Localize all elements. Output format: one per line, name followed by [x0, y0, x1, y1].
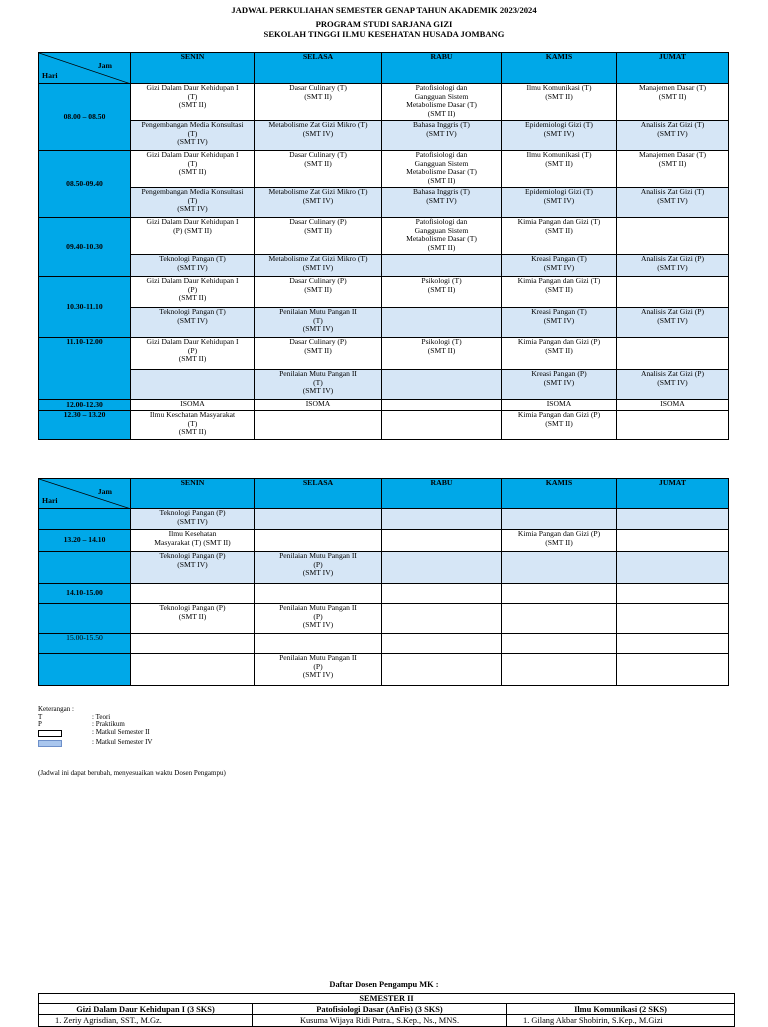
course-cell: Gizi Dalam Daur Kehidupan I (P) (SMT II): [131, 277, 255, 308]
course-name: Ilmu Komunikasi (2 SKS): [507, 1004, 735, 1015]
course-cell: Analisis Zat Gizi (P) (SMT IV): [617, 370, 729, 400]
course-cell: Metabolisme Zat Gizi Mikro (T) (SMT IV): [255, 121, 382, 151]
course-cell: Kimia Pangan dan Gizi (P) (SMT II): [502, 338, 617, 370]
day-header-rabu: RABU: [382, 53, 502, 84]
empty-cell: [502, 634, 617, 654]
legend: [38, 706, 152, 750]
table-row: [39, 84, 729, 121]
hari-label: Hari: [42, 496, 58, 506]
course-cell: [382, 308, 502, 338]
course-cell: Kreasi Pangan (T) (SMT IV): [502, 255, 617, 277]
course-cell: [382, 255, 502, 277]
course-cell: Teknologi Pangan (P) (SMT II): [131, 604, 255, 634]
course-cell: Dasar Culinary (T) (SMT II): [255, 84, 382, 121]
course-cell: Manajemen Dasar (T) (SMT II): [617, 151, 729, 188]
title-line-3: SEKOLAH TINGGI ILMU KESEHATAN HUSADA JOMBANG: [263, 29, 505, 39]
course-cell: [131, 370, 255, 400]
course-cell: Ilmu Komunikasi (T) (SMT II): [502, 151, 617, 188]
table-row: [39, 584, 729, 604]
course-cell: Psikologi (T) (SMT II): [382, 277, 502, 308]
course-cell: Ilmu Komunikasi (T) (SMT II): [502, 84, 617, 121]
time-slot-empty: [39, 654, 131, 686]
empty-cell: [255, 509, 382, 530]
semester-label: SEMESTER II: [39, 994, 735, 1004]
time-slot: 15.00-15.50: [39, 634, 131, 654]
course-cell: Patofisiologi dan Gangguan Sistem Metabolisme Dasar (T) (SMT II): [382, 218, 502, 255]
lecturer-name: 1. Gilang Akbar Shobirin, S.Kep., M.Gizi: [507, 1015, 735, 1027]
course-cell: Ilmu Keschatan Masyarakat (T) (SMT II): [131, 411, 255, 440]
table-row: [39, 654, 729, 686]
course-cell: Metabolisme Zat Gizi Mikro (T) (SMT IV): [255, 188, 382, 218]
course-cell: Gizi Dalam Daur Kehidupan I (T) (SMT II): [131, 151, 255, 188]
table-row: [39, 552, 729, 584]
course-cell: Dasar Culinary (P) (SMT II): [255, 338, 382, 370]
table-row: [39, 994, 735, 1004]
empty-cell: [617, 584, 729, 604]
empty-cell: [617, 654, 729, 686]
table-row: [39, 277, 729, 308]
isoma-cell: ISOMA: [255, 400, 382, 411]
time-slot: 10.30-11.10: [39, 277, 131, 338]
empty-cell: [382, 509, 502, 530]
time-slot: 09.40-10.30: [39, 218, 131, 277]
isoma-cell: ISOMA: [617, 400, 729, 411]
course-cell: Manajemen Dasar (T) (SMT II): [617, 84, 729, 121]
table-row: [39, 509, 729, 530]
table-row: [39, 308, 729, 338]
time-slot: 13.20 – 14.10: [39, 530, 131, 552]
lecturer-name: 1. Zeriy Agrisdian, SST., M.Gz.: [39, 1015, 253, 1027]
course-cell: Dasar Culinary (P) (SMT II): [255, 218, 382, 255]
table-row: [39, 530, 729, 552]
empty-cell: [382, 552, 502, 584]
header-corner: [39, 479, 131, 509]
time-slot: 12.30 – 13.20: [39, 411, 131, 440]
table-row: [39, 255, 729, 277]
day-header-senin: SENIN: [131, 479, 255, 509]
dosen-title: Daftar Dosen Pengampu MK :: [329, 980, 439, 989]
empty-cell: [382, 584, 502, 604]
empty-cell: [382, 530, 502, 552]
day-header-selasa: SELASA: [255, 53, 382, 84]
course-cell: Teknologi Pangan (T) (SMT IV): [131, 308, 255, 338]
isoma-cell: ISOMA: [502, 400, 617, 411]
jam-label: Jam: [97, 61, 112, 70]
course-cell: Penilaian Mutu Pangan II (P) (SMT IV): [255, 604, 382, 634]
course-cell: Bahasa Inggris (T) (SMT IV): [382, 121, 502, 151]
time-slot-empty: [39, 604, 131, 634]
hari-label: Hari: [42, 71, 58, 81]
table-row: [39, 1015, 735, 1027]
empty-cell: [502, 654, 617, 686]
time-slot: 14.10-15.00: [39, 584, 131, 604]
empty-cell: [131, 584, 255, 604]
course-cell: Analisis Zat Gizi (P) (SMT IV): [617, 255, 729, 277]
legend-value-smt4: : Matkul Semester IV: [92, 738, 153, 747]
time-slot-empty: [39, 509, 131, 530]
empty-cell: [382, 604, 502, 634]
legend-swatch-white: [38, 730, 62, 737]
legend-value-t: : Teori: [92, 712, 111, 721]
jam-label: Jam: [97, 487, 112, 496]
course-cell: [382, 370, 502, 400]
course-cell: Epidemiologi Gizi (T) (SMT IV): [502, 188, 617, 218]
table-row: [39, 400, 729, 411]
empty-cell: [131, 654, 255, 686]
day-header-selasa: SELASA: [255, 479, 382, 509]
empty-cell: [382, 634, 502, 654]
schedule-note: (Jadwal ini dapat berubah, menyesuaikan waktu Dosen Pengampu): [38, 769, 226, 777]
course-cell: Gizi Dalam Daur Kehidupan I (P) (SMT II): [131, 338, 255, 370]
course-cell: Epidemiologi Gizi (T) (SMT IV): [502, 121, 617, 151]
time-slot: 12.00-12.30: [39, 400, 131, 411]
empty-cell: [382, 411, 502, 440]
title-line-1: JADWAL PERKULIAHAN SEMESTER GENAP TAHUN AKADEMIK 2023/2024: [231, 5, 537, 15]
table-row: [39, 604, 729, 634]
course-cell: Teknologi Pangan (P) (SMT IV): [131, 509, 255, 530]
course-cell: Analisis Zat Gizi (T) (SMT IV): [617, 188, 729, 218]
empty-cell: [502, 604, 617, 634]
day-header-kamis: KAMIS: [502, 479, 617, 509]
course-cell: Pengembangan Media Konsultasi (T) (SMT IV): [131, 121, 255, 151]
course-cell: Pengembangan Media Konsultasi (T) (SMT IV): [131, 188, 255, 218]
isoma-cell: ISOMA: [131, 400, 255, 411]
empty-cell: [255, 584, 382, 604]
course-cell: Penilaian Mutu Pangan II (P) (SMT IV): [255, 654, 382, 686]
course-cell: Penilaian Mutu Pangan II (T) (SMT IV): [255, 370, 382, 400]
course-cell: Analisis Zat Gizi (T) (SMT IV): [617, 121, 729, 151]
course-cell: Penilaian Mutu Pangan II (P) (SMT IV): [255, 552, 382, 584]
course-cell: Analisis Zat Gizi (P) (SMT IV): [617, 308, 729, 338]
empty-cell: [502, 584, 617, 604]
course-name: Gizi Dalam Daur Kehidupan I (3 SKS): [39, 1004, 253, 1015]
table-row: [39, 411, 729, 440]
table-row: [39, 1004, 735, 1015]
empty-cell: [617, 530, 729, 552]
course-cell: Dasar Culinary (P) (SMT II): [255, 277, 382, 308]
course-cell: Kimia Pangan dan Gizi (T) (SMT II): [502, 277, 617, 308]
course-cell: Psikologi (T) (SMT II): [382, 338, 502, 370]
empty-cell: [382, 400, 502, 411]
empty-cell: [131, 634, 255, 654]
course-cell: Teknologi Pangan (T) (SMT IV): [131, 255, 255, 277]
table-row: [39, 338, 729, 370]
empty-cell: [382, 654, 502, 686]
empty-cell: [255, 634, 382, 654]
legend-key-p: P: [38, 720, 42, 729]
course-cell: Kimia Pangan dan Gizi (P) (SMT II): [502, 411, 617, 440]
legend-value-smt2: : Matkul Semester II: [92, 727, 150, 736]
afternoon-schedule-table: [38, 478, 729, 686]
table-row: [39, 218, 729, 255]
empty-cell: [617, 634, 729, 654]
empty-cell: [617, 604, 729, 634]
course-cell: Kreasi Pangan (T) (SMT IV): [502, 308, 617, 338]
header-corner: [39, 53, 131, 84]
empty-cell: [255, 411, 382, 440]
table-row: [39, 188, 729, 218]
day-header-rabu: RABU: [382, 479, 502, 509]
day-header-senin: SENIN: [131, 53, 255, 84]
table-row: [39, 370, 729, 400]
morning-schedule-table: [38, 52, 729, 440]
course-cell: Patofisiologi dan Gangguan Sistem Metabolisme Dasar (T) (SMT II): [382, 84, 502, 121]
course-cell: Teknologi Pangan (P) (SMT IV): [131, 552, 255, 584]
day-header-jumat: JUMAT: [617, 479, 729, 509]
empty-cell: [502, 552, 617, 584]
course-cell: Gizi Dalam Daur Kehidupan I (P) (SMT II): [131, 218, 255, 255]
empty-cell: [617, 509, 729, 530]
course-cell: [617, 218, 729, 255]
time-slot: 08.50-09.40: [39, 151, 131, 218]
course-cell: [617, 338, 729, 370]
empty-cell: [617, 411, 729, 440]
legend-swatch-blue: [38, 740, 62, 747]
table-row: [39, 151, 729, 188]
course-cell: Penilaian Mutu Pangan II (T) (SMT IV): [255, 308, 382, 338]
dosen-table: [38, 993, 735, 1027]
empty-cell: [502, 509, 617, 530]
course-cell: Bahasa Inggris (T) (SMT IV): [382, 188, 502, 218]
course-cell: Patofisiologi dan Gangguan Sistem Metabolisme Dasar (T) (SMT II): [382, 151, 502, 188]
course-cell: Ilmu Kesehatan Masyarakat (T) (SMT II): [131, 530, 255, 552]
course-cell: Kimia Pangan dan Gizi (P) (SMT II): [502, 530, 617, 552]
title-line-2: PROGRAM STUDI SARJANA GIZI: [315, 19, 453, 29]
empty-cell: [255, 530, 382, 552]
day-header-jumat: JUMAT: [617, 53, 729, 84]
legend-title: Keterangan :: [38, 705, 74, 713]
table-row: [39, 634, 729, 654]
empty-cell: [617, 552, 729, 584]
day-header-kamis: KAMIS: [502, 53, 617, 84]
time-slot: 08.00 – 08.50: [39, 84, 131, 151]
table-row: [39, 121, 729, 151]
legend-key-t: T: [38, 712, 43, 721]
lecturer-name: Kusuma Wijaya Ridi Putra., S.Kep., Ns., MNS.: [253, 1015, 507, 1027]
time-slot: 11.10-12.00: [39, 338, 131, 400]
course-cell: [617, 277, 729, 308]
course-name: Patofisiologi Dasar (AnFis) (3 SKS): [253, 1004, 507, 1015]
legend-value-p: : Praktikum: [92, 720, 125, 729]
course-cell: Dasar Culinary (T) (SMT II): [255, 151, 382, 188]
course-cell: Kimia Pangan dan Gizi (T) (SMT II): [502, 218, 617, 255]
time-slot-empty: [39, 552, 131, 584]
course-cell: Kreasi Pangan (P) (SMT IV): [502, 370, 617, 400]
course-cell: Gizi Dalam Daur Kehidupan I (T) (SMT II): [131, 84, 255, 121]
course-cell: Metabolisme Zat Gizi Mikro (T) (SMT IV): [255, 255, 382, 277]
